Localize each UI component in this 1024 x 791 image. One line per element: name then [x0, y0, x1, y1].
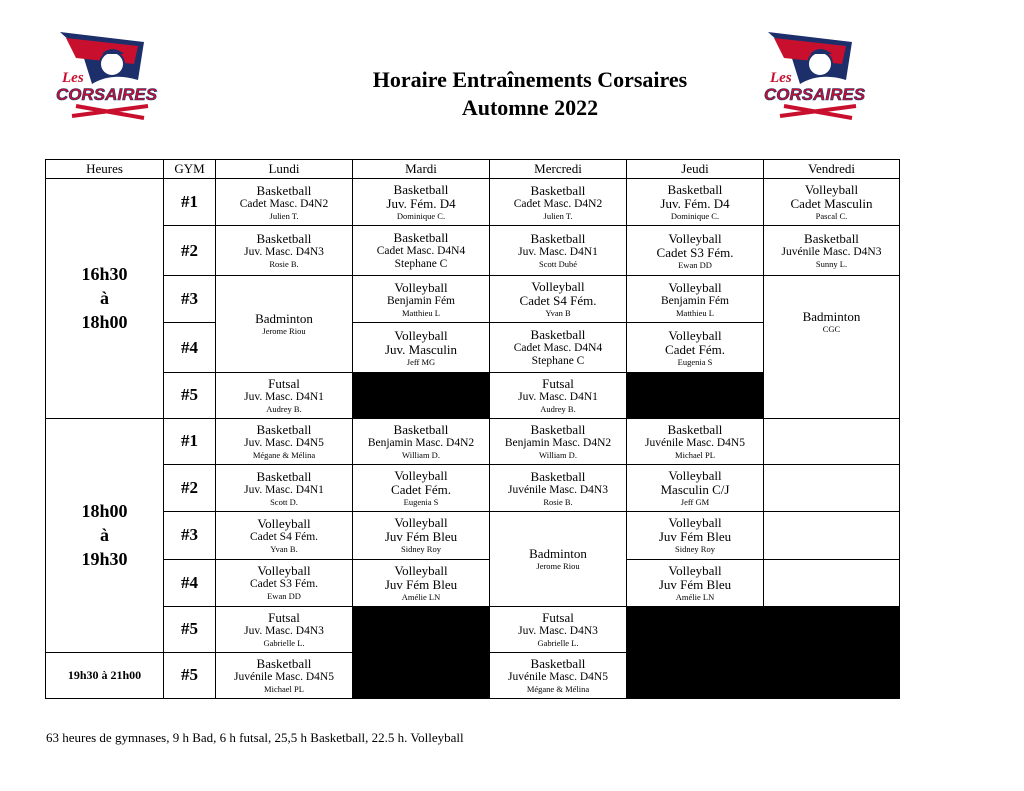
session-cell: Volleyball Cadet S4 Fém. Yvan B	[490, 275, 627, 322]
session-cell: Futsal Juv. Masc. D4N3 Gabrielle L.	[490, 606, 627, 652]
session-cell: Basketball Juv. Fém. D4 Dominique C.	[627, 179, 764, 226]
session-cell: Basketball Juv. Masc. D4N1 Scott D.	[216, 465, 353, 512]
gym-label: #5	[164, 372, 216, 418]
gym-label: #5	[164, 652, 216, 698]
session-cell: Basketball Juvénile Masc. D4N3 Rosie B.	[490, 465, 627, 512]
title-line-1: Horaire Entraînements Corsaires	[372, 67, 688, 92]
session-cell: Basketball Juv. Masc. D4N1 Scott Dubé	[490, 226, 627, 276]
session-cell: Volleyball Cadet Masculin Pascal C.	[764, 179, 900, 226]
header-mercredi: Mercredi	[490, 160, 627, 179]
session-cell: Volleyball Cadet S4 Fém. Yvan B.	[216, 512, 353, 559]
session-cell: Basketball Benjamin Masc. D4N2 William D.	[490, 418, 627, 464]
session-cell: Basketball Juvénile Masc. D4N3 Sunny L.	[764, 226, 900, 276]
header-jeudi: Jeudi	[627, 160, 764, 179]
session-cell: Basketball Cadet Masc. D4N4 Stephane C	[353, 226, 490, 276]
empty-cell	[764, 418, 900, 464]
session-cell: Volleyball Cadet S3 Fém. Ewan DD	[216, 559, 353, 606]
header-lundi: Lundi	[216, 160, 353, 179]
session-cell: Volleyball Juv. Masculin Jeff MG	[353, 323, 490, 373]
session-cell: Volleyball Masculin C/J Jeff GM	[627, 465, 764, 512]
session-cell: Futsal Juv. Masc. D4N1 Audrey B.	[216, 372, 353, 418]
session-cell: Basketball Cadet Masc. D4N2 Julien T.	[490, 179, 627, 226]
session-cell: Volleyball Cadet Fém. Eugenia S	[353, 465, 490, 512]
title-line-2: Automne 2022	[461, 95, 599, 120]
gym-label: #3	[164, 512, 216, 559]
session-cell: Badminton Jerome Riou	[490, 512, 627, 607]
svg-text:CORSAIRES: CORSAIRES	[764, 85, 866, 104]
session-cell: Basketball Benjamin Masc. D4N2 William D.	[353, 418, 490, 464]
table-row	[46, 606, 900, 652]
table-row	[46, 275, 900, 322]
table-row	[46, 418, 900, 464]
session-cell: Futsal Juv. Masc. D4N1 Audrey B.	[490, 372, 627, 418]
session-cell: Volleyball Cadet S3 Fém. Ewan DD	[627, 226, 764, 276]
session-cell: Volleyball Benjamin Fém Matthieu L	[627, 275, 764, 322]
session-cell: Basketball Juv. Masc. D4N3 Rosie B.	[216, 226, 353, 276]
document-title	[300, 66, 760, 122]
session-cell: Basketball Cadet Masc. D4N2 Julien T.	[216, 179, 353, 226]
table-row	[46, 179, 900, 226]
time-block-3: 19h30 à 21h00	[46, 652, 164, 698]
time-block-2: 18h00 à 19h30	[46, 418, 164, 652]
blocked-cell	[627, 372, 764, 418]
table-row	[46, 512, 900, 559]
gym-label: #1	[164, 418, 216, 464]
blocked-cell	[353, 372, 490, 418]
gym-label: #5	[164, 606, 216, 652]
header-mardi: Mardi	[353, 160, 490, 179]
gym-label: #3	[164, 275, 216, 322]
session-cell: Volleyball Juv Fém Bleu Sidney Roy	[353, 512, 490, 559]
gym-label: #4	[164, 559, 216, 606]
empty-cell	[764, 465, 900, 512]
gym-label: #1	[164, 179, 216, 226]
time-block-1: 16h30 à 18h00	[46, 179, 164, 419]
session-cell: Futsal Juv. Masc. D4N3 Gabrielle L.	[216, 606, 353, 652]
blocked-cell	[627, 606, 900, 698]
table-row	[46, 226, 900, 276]
session-cell: Basketball Cadet Masc. D4N4 Stephane C	[490, 323, 627, 373]
table-row	[46, 465, 900, 512]
session-cell: Basketball Juvénile Masc. D4N5 Mégane & Mélina	[490, 652, 627, 698]
svg-text:Les: Les	[62, 70, 84, 86]
gym-label: #4	[164, 323, 216, 373]
svg-text:Les: Les	[770, 70, 792, 86]
session-cell: Basketball Juvénile Masc. D4N5 Michael PL	[216, 652, 353, 698]
session-cell: Volleyball Juv Fém Bleu Amélie LN	[627, 559, 764, 606]
header-gym: GYM	[164, 160, 216, 179]
gym-label: #2	[164, 465, 216, 512]
corsaires-logo-left	[52, 24, 164, 132]
header-heures: Heures	[46, 160, 164, 179]
session-cell: Basketball Juvénile Masc. D4N5 Michael PL	[627, 418, 764, 464]
session-cell: Volleyball Cadet Fém. Eugenia S	[627, 323, 764, 373]
blocked-cell	[353, 606, 490, 698]
corsaires-logo-right	[760, 24, 872, 132]
header-row	[46, 160, 900, 179]
session-cell: Volleyball Juv Fém Bleu Sidney Roy	[627, 512, 764, 559]
header-vendredi: Vendredi	[764, 160, 900, 179]
gym-label: #2	[164, 226, 216, 276]
session-cell: Badminton Jerome Riou	[216, 275, 353, 372]
empty-cell	[764, 512, 900, 559]
table-row	[46, 559, 900, 606]
session-cell: Volleyball Benjamin Fém Matthieu L	[353, 275, 490, 322]
session-cell: Volleyball Juv Fém Bleu Amélie LN	[353, 559, 490, 606]
empty-cell	[764, 559, 900, 606]
session-cell: Basketball Juv. Masc. D4N5 Mégane & Mélina	[216, 418, 353, 464]
session-cell: Badminton CGC	[764, 275, 900, 418]
footer-summary: 63 heures de gymnases, 9 h Bad, 6 h futsal, 25,5 h Basketball, 22.5 h. Volleyball	[46, 730, 464, 745]
session-cell: Basketball Juv. Fém. D4 Dominique C.	[353, 179, 490, 226]
schedule-table	[45, 159, 900, 699]
svg-text:CORSAIRES: CORSAIRES	[56, 85, 158, 104]
